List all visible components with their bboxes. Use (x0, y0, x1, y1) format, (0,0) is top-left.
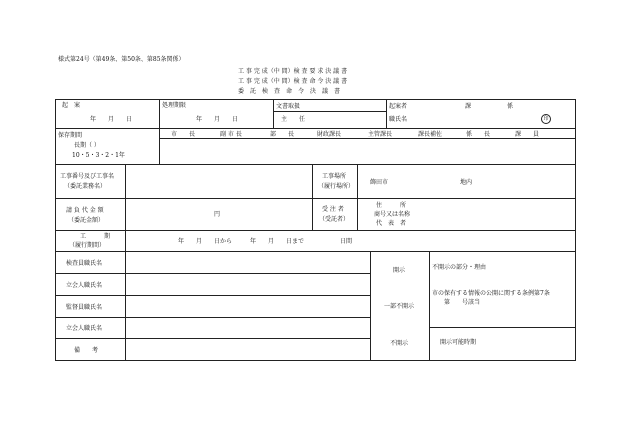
rule-r3-b (312, 164, 313, 230)
koji-name-label-1: 工事番号及び工事名 (60, 173, 115, 180)
approver-kakaricho: 係 長 (466, 131, 491, 138)
jorei-line-1: 市の保有する情報の公開に関する条例第7条 (432, 290, 550, 297)
chinai-label: 地内 (460, 179, 473, 186)
rule-lower-1 (55, 273, 370, 274)
rule-lower-4 (55, 338, 370, 339)
rule-lower-a (370, 251, 371, 361)
representative-label: 代 表 者 (376, 220, 407, 227)
kian-date: 年 月 日 (90, 116, 133, 123)
jorei-line-2: 第 号該当 (444, 299, 481, 306)
shunin-label: 主 任 (281, 116, 306, 123)
kaiji-kikan-label: 開示可能時期 (440, 339, 477, 346)
koki-label-2: （履行期間） (69, 242, 106, 249)
years-label: 10・5・3・2・1年 (72, 152, 125, 159)
approver-shukan: 主管課長 (368, 131, 393, 138)
koji-place-label-1: 工事場所 (322, 173, 347, 180)
city-name: 飾田市 (370, 179, 389, 186)
approver-hosa: 課長補佐 (418, 131, 443, 138)
ka-label: 課 (465, 103, 472, 110)
koji-place-label-2: （履行場所） (318, 183, 355, 190)
ukeoi-label-2: （委託金額） (68, 217, 105, 224)
rule-lower-2 (55, 295, 370, 296)
koki-label-1: 工 期 (80, 233, 111, 240)
biko-label: 備 考 (74, 347, 99, 354)
rule-row2-bottom (55, 164, 576, 165)
title-line-3: 委 託 検 査 命 令 決 議 書 (238, 88, 341, 95)
approver-fukushicho: 副 市 長 (220, 131, 242, 138)
title-line-1: 工 事 完 成（中 間）検 査 要 求 決 議 書 (238, 68, 348, 75)
koji-name-label-2: （委託業務名） (64, 183, 107, 190)
kaiji-label: 開示 (393, 267, 406, 274)
rule-r1-b (273, 99, 274, 129)
rule-bottom (55, 360, 576, 361)
period-text: 年 月 日から 年 月 日まで 日間 (178, 238, 353, 245)
shori-date: 年 月 日 (196, 116, 239, 123)
rule-row1-bottom (55, 128, 576, 129)
form-reference: 様式第24号（第49条、第50条、第85条関係） (58, 56, 185, 63)
rule-r3-c (357, 164, 358, 230)
kianusha-label: 起案者 (389, 103, 408, 110)
approver-shicho: 市 長 (171, 131, 196, 138)
title-line-2: 工 事 完 成（中 間）検 査 命 令 決 議 書 (238, 78, 348, 85)
jutaku-label-2: （受託者） (319, 216, 350, 223)
rule-r1-c (386, 99, 387, 129)
approver-zaisei: 財政課長 (317, 131, 342, 138)
rule-row4-bottom (55, 230, 576, 231)
shori-label: 処理期限 (162, 102, 187, 109)
company-name-label: 商号又は名称 (374, 211, 411, 218)
approver-bucho: 部 長 (270, 131, 295, 138)
choki-label: 長期（ ） (74, 142, 100, 149)
tachiai-label-1: 立会人職氏名 (66, 282, 103, 289)
jutaku-label-1: 受 注 者 (322, 206, 344, 213)
rule-lower-3 (55, 317, 370, 318)
hozon-label: 保存期間 (58, 132, 83, 139)
kantoku-label: 監督員職氏名 (66, 304, 103, 311)
rule-lower-b (429, 251, 430, 361)
ichibu-fukaiji-label: 一部不開示 (384, 303, 415, 310)
address-label: 住 所 (376, 202, 407, 209)
rule-left (55, 99, 56, 361)
approver-kain: 課 員 (515, 131, 540, 138)
kensa-in-label: 検査員職氏名 (66, 260, 103, 267)
shokushimei-label: 職氏名 (389, 116, 408, 123)
fukaiji-reason-label: 不開示の部分・理由 (432, 264, 487, 271)
rule-bunsho (273, 111, 386, 112)
kian-label: 起 案 (62, 102, 81, 109)
seal-mark: 印 (541, 114, 551, 124)
rule-top (55, 99, 576, 100)
rule-right-mid (429, 327, 576, 328)
kakari-label: 係 (507, 103, 514, 110)
ukeoi-label-1: 請 負 代 金 額 (66, 207, 104, 214)
bunsho-label: 文書取扱 (276, 103, 301, 110)
rule-r1-a (159, 99, 160, 165)
rule-r3-a (125, 164, 126, 361)
rule-row3-bottom (55, 198, 576, 199)
yen-label: 円 (214, 211, 221, 218)
rule-row5-bottom (55, 251, 576, 252)
rule-right (575, 99, 576, 361)
tachiai-label-2: 立会人職氏名 (66, 325, 103, 332)
fukaiji-label: 不開示 (390, 340, 409, 347)
rule-approver-top (159, 138, 576, 139)
